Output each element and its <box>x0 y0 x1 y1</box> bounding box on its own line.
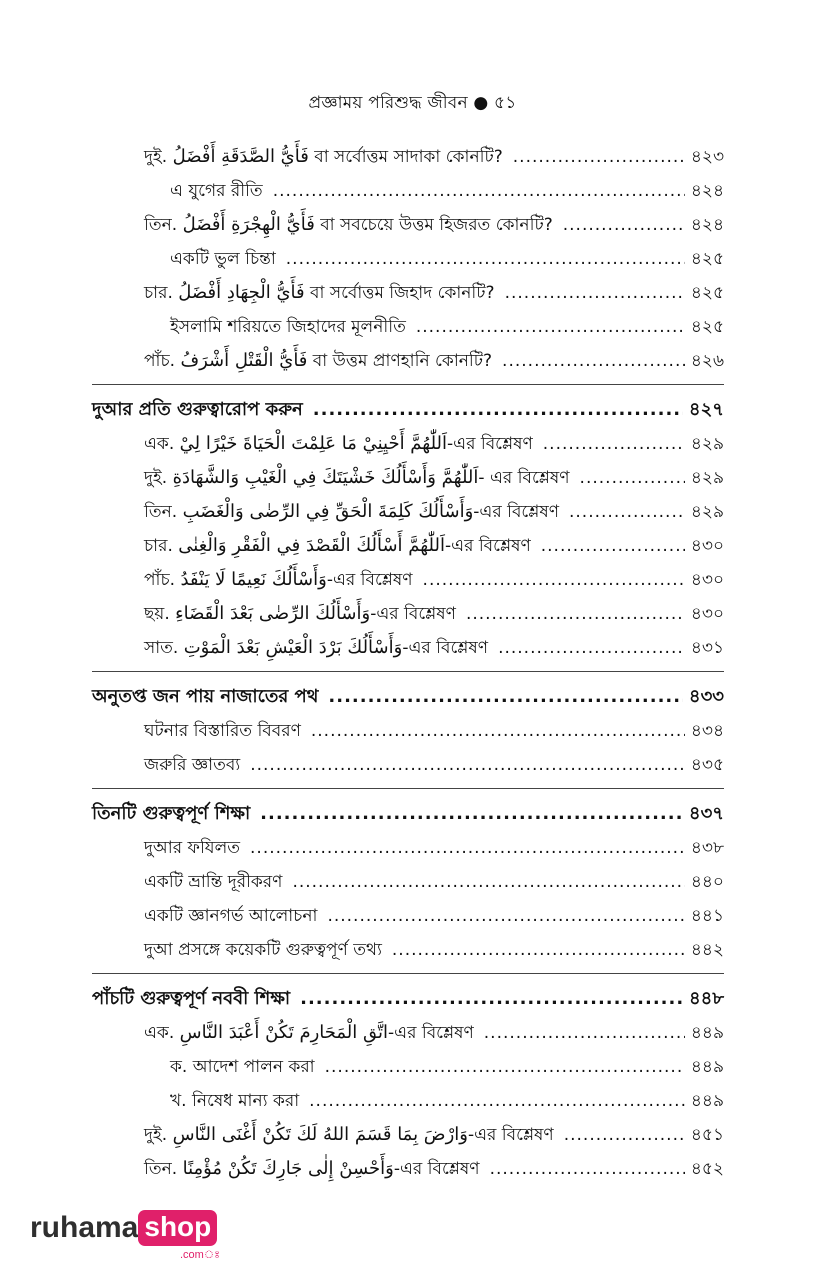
entry-label: চার. <box>144 536 179 556</box>
arabic-phrase: وَأَحْسِنْ إِلٰى جَارِكَ تَكُنْ مُؤْمِنًا <box>182 1158 394 1179</box>
publisher-logo <box>30 1210 221 1270</box>
toc-entry[interactable] <box>92 1016 724 1050</box>
page-number: ৪৪৯ <box>690 1057 724 1077</box>
entry-label: পাঁচ. <box>144 351 181 371</box>
dot-leader <box>490 1152 685 1186</box>
toc-entry[interactable] <box>92 344 724 378</box>
toc-entry-title <box>144 899 317 933</box>
entry-label: তিন. <box>144 1159 183 1179</box>
toc-entry[interactable] <box>92 831 724 865</box>
page-number: ৪২৭ <box>688 399 724 420</box>
entry-label: খ. নিষেধ মান্য করা <box>170 1091 300 1111</box>
dot-leader <box>423 563 685 597</box>
logo-shop-badge: shop <box>138 1210 217 1246</box>
toc-entry-title <box>144 461 570 495</box>
dot-leader <box>328 680 683 714</box>
entry-label: ক. আদেশ পালন করা <box>170 1057 315 1077</box>
entry-suffix: -এর বিশ্লেষণ <box>473 502 559 522</box>
toc-entry-title <box>170 174 263 208</box>
entry-suffix: - এর বিশ্লেষণ <box>478 468 570 488</box>
entry-label: দুই. <box>144 468 173 488</box>
toc-entry[interactable] <box>92 597 724 631</box>
page-number: ৪২৫ <box>690 283 724 303</box>
section-divider <box>92 671 724 672</box>
entry-label: পাঁচ. <box>144 570 181 590</box>
entry-suffix: -এর বিশ্লেষণ <box>388 1023 474 1043</box>
entry-label: দুই. <box>144 147 173 167</box>
toc-entry-title <box>144 140 503 174</box>
page-number: ৪২৪ <box>690 215 724 235</box>
toc-entry[interactable] <box>92 631 724 665</box>
dot-leader <box>484 1016 685 1050</box>
page-number: ৪৩১ <box>690 638 724 658</box>
toc-entry-title <box>144 1152 480 1186</box>
arabic-phrase: وَارْضَ بِمَا قَسَمَ اللهُ لَكَ تَكُنْ أَغْنَى النَّاسِ <box>172 1124 468 1145</box>
entry-label: এক. <box>144 434 180 454</box>
page-number: ৪৪০ <box>690 872 724 892</box>
arabic-phrase: فَأَيُّ الْقَتْلِ أَشْرَفُ <box>180 350 308 371</box>
entry-suffix: -এর বিশ্লেষণ <box>393 1159 480 1179</box>
toc-entry[interactable] <box>92 242 724 276</box>
toc-entry[interactable] <box>92 310 724 344</box>
toc-entry-title <box>144 831 240 865</box>
toc-entry[interactable] <box>92 899 724 933</box>
toc-entry-title <box>144 208 553 242</box>
entry-suffix: -এর বিশ্লেষণ <box>402 638 489 658</box>
dot-leader <box>286 242 685 276</box>
entry-label: একটি ভ্রান্তি দূরীকরণ <box>144 872 283 892</box>
arabic-phrase: اتَّقِ الْمَحَارِمَ تَكُنْ أَعْبَدَ النَّاسِ <box>179 1022 389 1043</box>
toc-entry[interactable] <box>92 208 724 242</box>
dot-leader <box>311 714 685 748</box>
dot-leader <box>498 631 685 665</box>
entry-suffix: -এর বিশ্লেষণ <box>447 434 533 454</box>
entry-label: অনুতপ্ত জন পায় নাজাতের পথ <box>92 686 319 707</box>
toc-entry-title <box>144 1118 554 1152</box>
toc-entry-title <box>144 1016 474 1050</box>
entry-label: দুআর ফযিলত <box>144 838 241 858</box>
toc-entry[interactable] <box>92 933 724 967</box>
page-number: ৪৩৫ <box>690 755 724 775</box>
toc-entry-title <box>170 1084 299 1118</box>
arabic-phrase: اَللّٰهُمَّ أَسْأَلُكَ الْقَصْدَ فِي الْفَقْرِ وَالْغِنٰى <box>178 535 445 556</box>
entry-suffix: -এর বিশ্লেষণ <box>445 536 531 556</box>
page-number: ৪২৩ <box>690 147 724 167</box>
toc-entry[interactable] <box>92 748 724 782</box>
dot-leader <box>580 461 685 495</box>
toc-entry[interactable] <box>92 1118 724 1152</box>
dot-leader <box>327 899 684 933</box>
toc-entry[interactable] <box>92 865 724 899</box>
toc-entry-title <box>144 714 301 748</box>
entry-label: দুআ প্রসঙ্গে কয়েকটি গুরুত্বপূর্ণ তথ্য <box>144 940 382 960</box>
page-number: ৪৩৪ <box>690 721 724 741</box>
page-number: ৪৩৩ <box>688 686 724 707</box>
toc-entry-title <box>144 597 456 631</box>
toc-entry-title <box>144 563 413 597</box>
dot-leader <box>416 310 685 344</box>
page-number: ৪২৪ <box>690 181 724 201</box>
logo-domain: .comঃ <box>180 1249 221 1261</box>
page-number: ৪৩০ <box>690 570 724 590</box>
toc-entry[interactable] <box>92 529 724 563</box>
dot-leader <box>513 140 685 174</box>
dot-leader <box>250 748 685 782</box>
dot-leader <box>543 427 685 461</box>
entry-suffix: -এর বিশ্লেষণ <box>370 604 456 624</box>
page-number: ৪২৫ <box>690 317 724 337</box>
entry-label: জরুরি জ্ঞাতব্য <box>144 755 241 775</box>
toc-entry[interactable] <box>92 714 724 748</box>
page-number: ৪৩০ <box>690 604 724 624</box>
toc-entry[interactable] <box>92 563 724 597</box>
page-number: ৪৪২ <box>690 940 724 960</box>
toc-entry[interactable] <box>92 461 724 495</box>
toc-entry-title <box>144 344 492 378</box>
section-divider <box>92 973 724 974</box>
entry-label: দুই. <box>144 1125 173 1145</box>
toc-entry[interactable] <box>92 1084 724 1118</box>
section-divider <box>92 384 724 385</box>
arabic-phrase: وَأَسْأَلُكَ كَلِمَةَ الْحَقِّ فِي الرِّضٰى وَالْغَضَبِ <box>182 501 474 522</box>
page-number: ৪৩৭ <box>688 803 724 824</box>
page-number: ৪২৫ <box>690 249 724 269</box>
dot-leader <box>309 1084 685 1118</box>
page-number: ৪২৯ <box>690 468 724 488</box>
toc-entry-title <box>92 680 318 714</box>
dot-leader <box>325 1050 685 1084</box>
toc-chapter-entry[interactable] <box>92 680 724 714</box>
toc-entry-title <box>144 276 495 310</box>
entry-suffix: বা সবচেয়ে উত্তম হিজরত কোনটি? <box>314 215 553 235</box>
page-number: ৪৪১ <box>690 906 724 926</box>
arabic-phrase: فَأَيُّ الْهِجْرَةِ أَفْضَلُ <box>182 214 315 235</box>
dot-leader <box>569 495 685 529</box>
entry-label: পাঁচটি গুরুত্বপূর্ণ নববী শিক্ষা <box>92 988 291 1009</box>
toc-entry[interactable] <box>92 427 724 461</box>
page-number: ৪৪৯ <box>690 1091 724 1111</box>
toc-entry-title <box>92 797 250 831</box>
dot-leader <box>313 393 683 427</box>
dot-leader <box>505 276 685 310</box>
entry-suffix: বা উত্তম প্রাণহানি কোনটি? <box>307 351 493 371</box>
dot-leader <box>564 1118 685 1152</box>
entry-label: ঘটনার বিস্তারিত বিবরণ <box>144 721 301 741</box>
toc-entry-title <box>170 310 406 344</box>
entry-label: ছয়. <box>144 604 176 624</box>
entry-label: সাত. <box>144 638 184 658</box>
entry-label: এ যুগের রীতি <box>170 181 263 201</box>
dot-leader <box>260 797 683 831</box>
toc-entry-title <box>144 495 559 529</box>
toc-entry-title <box>144 631 488 665</box>
arabic-phrase: وَأَسْأَلُكَ بَرْدَ الْعَيْشِ بَعْدَ الْمَوْتِ <box>183 637 403 658</box>
entry-suffix: -এর বিশ্লেষণ <box>326 570 413 590</box>
page-number: ৪৪৮ <box>688 988 724 1009</box>
page-number: ৪২৯ <box>690 502 724 522</box>
toc-entry-title <box>144 748 240 782</box>
toc-entry-title <box>144 865 282 899</box>
entry-label: ইসলামি শরিয়তে জিহাদের মূলনীতি <box>170 317 406 337</box>
toc-entry-title <box>144 529 531 563</box>
arabic-phrase: وَأَسْأَلُكَ نَعِيمًا لَا يَنْفَدُ <box>180 569 327 590</box>
toc-entry-title <box>144 427 533 461</box>
entry-label: দুআর প্রতি গুরুত্বারোপ করুন <box>92 399 303 420</box>
page-number: ৪৫২ <box>690 1159 724 1179</box>
entry-label: তিনটি গুরুত্বপূর্ণ শিক্ষা <box>92 803 251 824</box>
entry-label: এক. <box>144 1023 180 1043</box>
toc-entry[interactable] <box>92 1050 724 1084</box>
toc-chapter-entry[interactable] <box>92 797 724 831</box>
toc-chapter-entry[interactable] <box>92 393 724 427</box>
toc-entry-title <box>144 933 382 967</box>
toc-chapter-entry[interactable] <box>92 982 724 1016</box>
entry-suffix: -এর বিশ্লেষণ <box>467 1125 554 1145</box>
dot-leader <box>392 933 685 967</box>
dot-leader <box>502 344 685 378</box>
page-number: ৪২৬ <box>690 351 724 371</box>
logo-word: ruhama <box>30 1211 139 1244</box>
dot-leader <box>292 865 684 899</box>
entry-suffix: বা সর্বোত্তম সাদাকা কোনটি? <box>308 147 503 167</box>
entry-label: তিন. <box>144 502 183 522</box>
entry-suffix: বা সর্বোত্তম জিহাদ কোনটি? <box>304 283 495 303</box>
toc-entry-title <box>170 242 276 276</box>
arabic-phrase: اَللّٰهُمَّ أَحْيِنِيْ مَا عَلِمْتَ الْحَيَاةَ خَيْرًا لِيْ <box>179 433 448 454</box>
dot-leader <box>250 831 685 865</box>
page-number: ৪৫১ <box>690 1125 724 1145</box>
arabic-phrase: فَأَيُّ الْجِهَادِ أَفْضَلُ <box>178 282 305 303</box>
arabic-phrase: وَأَسْأَلُكَ الرِّضٰى بَعْدَ الْقَضَاءِ <box>175 603 371 624</box>
page-number: ৪৪৯ <box>690 1023 724 1043</box>
dot-leader <box>563 208 685 242</box>
page-number: ৪২৯ <box>690 434 724 454</box>
arabic-phrase: فَأَيُّ الصَّدَقَةِ أَفْضَلُ <box>172 146 309 167</box>
toc-entry[interactable] <box>92 140 724 174</box>
toc-entry[interactable] <box>92 276 724 310</box>
toc-entry[interactable] <box>92 495 724 529</box>
toc-entry[interactable] <box>92 174 724 208</box>
section-divider <box>92 788 724 789</box>
page-number: ৪৩০ <box>690 536 724 556</box>
dot-leader <box>466 597 685 631</box>
table-of-contents <box>92 140 724 1186</box>
dot-leader <box>541 529 685 563</box>
page-number: ৪৩৮ <box>690 838 724 858</box>
entry-label: একটি ভুল চিন্তা <box>170 249 276 269</box>
toc-entry[interactable] <box>92 1152 724 1186</box>
dot-leader <box>300 982 683 1016</box>
running-header: প্রজ্ঞাময় পরিশুদ্ধ জীবন ● ৫১ <box>308 93 517 113</box>
entry-label: চার. <box>144 283 179 303</box>
entry-label: তিন. <box>144 215 183 235</box>
dot-leader <box>273 174 685 208</box>
toc-entry-title <box>170 1050 315 1084</box>
toc-entry-title <box>92 982 290 1016</box>
arabic-phrase: اَللّٰهُمَّ وَأَسْأَلُكَ خَشْيَتَكَ فِي الْغَيْبِ وَالشَّهَادَةِ <box>172 467 479 488</box>
entry-label: একটি জ্ঞানগর্ভ আলোচনা <box>144 906 318 926</box>
toc-entry-title <box>92 393 303 427</box>
